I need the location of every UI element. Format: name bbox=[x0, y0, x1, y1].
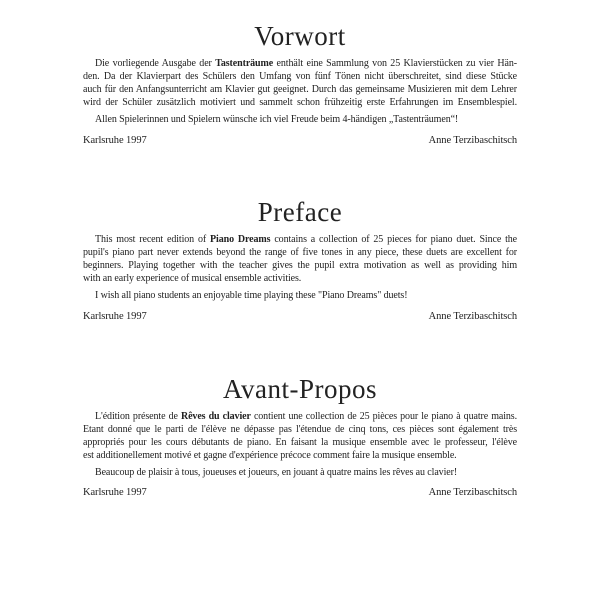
signature-row bbox=[83, 311, 517, 324]
section-preface bbox=[0, 199, 600, 323]
text-run: appropriés pour les cours débutants de piano. En faisant la musique ensemble avec le professeur, l'élève bbox=[83, 436, 517, 448]
text-run: den. Da der Klavierpart des Schülers den Umfang von fünf Tönen nicht überschreitet, sind diese Stücke bbox=[83, 70, 517, 82]
paragraph-line bbox=[83, 58, 517, 71]
section-title: Preface bbox=[257, 197, 343, 228]
closing-line: I wish all piano students an enjoyable time playing these "Piano Dreams" duets! bbox=[95, 290, 408, 302]
text-run: pupil's piano part never extends beyond the range of five tones in any piece, these duets are excellent for bbox=[83, 247, 517, 259]
text-run: contains a collection of 25 pieces for piano duet. Since the bbox=[270, 234, 517, 246]
section-title: Avant-Propos bbox=[223, 373, 377, 404]
author-signature: Anne Terzibaschitsch bbox=[428, 310, 517, 322]
text-run: beginners. Playing together with the teacher gives the pupil extra motivation as well as providing him bbox=[83, 260, 517, 272]
signature-row bbox=[83, 487, 517, 500]
paragraph-line bbox=[83, 234, 517, 247]
section-avant-propos bbox=[0, 373, 600, 500]
section-body bbox=[83, 234, 517, 323]
body-paragraph bbox=[83, 411, 517, 463]
bold-run: Tastenträume bbox=[215, 58, 274, 69]
section-body bbox=[83, 58, 517, 147]
text-run: contient une collection de 25 pièces pour le piano à quatre mains. bbox=[250, 410, 517, 422]
text-run: with an early experience of musical ensemble activities. bbox=[83, 273, 302, 285]
bold-run: Rêves du clavier bbox=[180, 410, 251, 422]
paragraph-line bbox=[83, 97, 517, 110]
paragraph-line bbox=[83, 260, 517, 273]
text-run: Die vorliegende Ausgabe der bbox=[95, 58, 216, 69]
place-date: Karlsruhe 1997 bbox=[83, 487, 147, 499]
paragraph-line bbox=[83, 273, 517, 286]
paragraph-line bbox=[83, 247, 517, 260]
text-run: enthält eine Sammlung von 25 Klavierstücken zu vier Hän- bbox=[273, 58, 517, 69]
text-run: Etant donné que le parti de l'élève ne dépasse pas l'étendue de cinq tons, ces pièces sont également très bbox=[83, 423, 517, 435]
paragraph-line bbox=[83, 450, 517, 463]
author-signature: Anne Terzibaschitsch bbox=[428, 134, 517, 146]
paragraph-line bbox=[83, 71, 517, 84]
paragraph-line bbox=[83, 411, 517, 424]
text-run: L'édition présente de bbox=[95, 410, 181, 422]
section-vorwort bbox=[0, 23, 600, 147]
body-paragraph bbox=[83, 234, 517, 286]
signature-row bbox=[83, 135, 517, 148]
paragraph-line bbox=[83, 437, 517, 450]
text-run: wird der Schüler zusätzlich motiviert und sammelt schon frühzeitig erste Erfahrungen im Ensemblespiel. bbox=[83, 96, 517, 108]
text-run: auch für den Anfangsunterricht am Klavier gut geeignet. Durch das gemeinsame Musizieren mit dem Lehrer bbox=[83, 83, 517, 95]
paragraph-line bbox=[83, 84, 517, 97]
section-title: Vorwort bbox=[254, 21, 346, 51]
closing-line: Beaucoup de plaisir à tous, joueuses et joueurs, en jouant à quatre mains les rêves au clavier! bbox=[95, 466, 458, 478]
section-body bbox=[83, 411, 517, 500]
bold-run: Piano Dreams bbox=[210, 234, 271, 246]
text-run: est additionellement motivé et gagne d'expérience précoce comment faire la musique ensemble. bbox=[83, 449, 457, 461]
place-date: Karlsruhe 1997 bbox=[83, 310, 147, 322]
text-run: This most recent edition of bbox=[95, 234, 211, 246]
closing-line: Allen Spielerinnen und Spielern wünsche ich viel Freude beim 4-händigen „Tastenträumen“! bbox=[95, 113, 459, 125]
place-date: Karlsruhe 1997 bbox=[83, 134, 147, 146]
paragraph-line bbox=[83, 424, 517, 437]
body-paragraph bbox=[83, 58, 517, 110]
author-signature: Anne Terzibaschitsch bbox=[428, 487, 517, 499]
